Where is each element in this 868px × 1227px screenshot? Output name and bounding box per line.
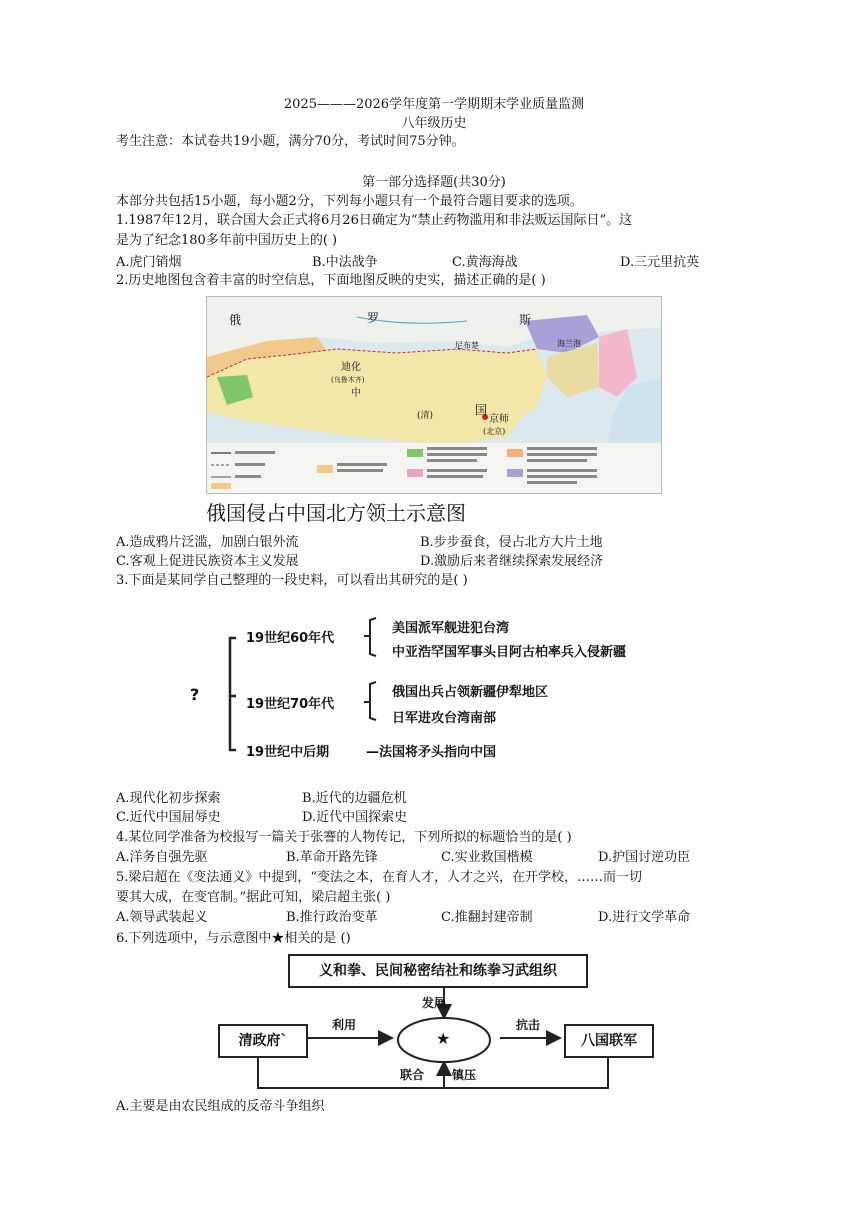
q3-diagram [180,606,700,766]
q2-option-a: A.造成鸦片泛滥，加剧白银外流 [116,535,299,550]
q3-item-60s-1: 美国派军舰进犯台湾 [392,621,510,636]
q1-option-c: C.黄海海战 [452,255,518,270]
q4-option-b: B.革命开路先锋 [286,850,378,865]
q5-stem-line2: 要其大成，在变官制。”据此可知，梁启超主张( ) [116,890,391,905]
map-label-hai: 海兰泡 [557,339,581,348]
q4-option-c: C.实业救国楷模 [441,850,533,865]
map-label-dihua-sub: (乌鲁木齐) [331,376,365,384]
q3-stem: 3.下面是某同学自己整理的一段史料，可以看出其研究的是( ) [116,573,468,588]
q5-option-a: A.领导武装起义 [116,910,208,925]
exam-notice: 考生注意：本试卷共19小题，满分70分，考试时间75分钟。 [116,134,465,149]
q4-stem: 4.某位同学准备为校报写一篇关于张謇的人物传记，下列所拟的标题恰当的是( ) [116,830,572,845]
q6-label-ally: 联合 [400,1068,425,1082]
q6-label-suppress: 镇压 [452,1068,477,1082]
part1-heading: 第一部分选择题(共30分) [362,175,506,190]
q6-option-a: A.主要是由农民组成的反帝斗争组织 [116,1099,325,1114]
q3-period-mid-late: 19世纪中后期 [246,745,330,760]
map-label-capital: 京师 [489,414,509,425]
q5-option-c: C.推翻封建帝制 [441,910,533,925]
q3-item-70s-1: 俄国出兵占领新疆伊犁地区 [392,685,549,700]
map-label-zhong: 中 [351,388,361,399]
q2-stem: 2.历史地图包含着丰富的时空信息，下面地图反映的史实，描述正确的是( ) [116,273,546,288]
exam-title: 2025———2026学年度第一学期期末学业质量监测 [283,97,585,112]
q3-period-70s: 19世纪70年代 [246,697,335,712]
q6-label-resist: 抗击 [516,1018,541,1032]
historical-map [206,296,662,494]
map-title: 俄国侵占中国北方领土示意图 [206,501,466,525]
q6-label-develop: 发展 [422,996,447,1010]
map-label-e: 俄 [229,313,242,327]
q2-option-c: C.客观上促进民族资本主义发展 [116,554,299,569]
exam-subtitle: 八年级历史 [401,116,467,131]
q6-label-use: 利用 [332,1018,357,1032]
q5-stem-line1: 5.梁启超在《变法通义》中提到，“变法之本，在育人才，人才之兴，在开学校，……而一切 [116,870,643,885]
q1-option-b: B.中法战争 [312,255,378,270]
q2-option-b: B.步步蚕食，侵占北方大片土地 [420,535,603,550]
q2-option-d: D.激励后来者继续探索发展经济 [420,554,604,569]
map-label-guo: 国 [475,403,488,417]
part1-intro: 本部分共包括15小题，每小题2分，下列每小题只有一个最符合题目要求的选项。 [116,194,583,209]
q1-option-a: A.虎门销烟 [116,255,182,270]
q3-item-60s-2: 中亚浩罕国军事头目阿古柏率兵入侵新疆 [392,645,627,660]
map-label-si: 斯 [519,313,532,327]
q1-option-d: D.三元里抗英 [620,255,700,270]
q1-stem-line1: 1.1987年12月，联合国大会正式将6月26日确定为“禁止药物滥用和非法贩运国际日”。这 [116,213,633,228]
map-label-beijing: (北京) [483,427,506,436]
q4-option-d: D.护国讨逆功臣 [598,850,691,865]
q6-diagram [214,950,654,1090]
map-graphic [207,297,661,493]
q1-stem-line2: 是为了纪念180多年前中国历史上的( ) [116,233,338,248]
q6-stem: 6.下列选项中，与示意图中★相关的是 () [116,931,351,946]
q3-period-60s: 19世纪60年代 [246,631,335,646]
q3-question-mark: ? [190,685,200,704]
q5-option-d: D.进行文学革命 [598,910,691,925]
map-label-nbc: 尼布楚 [455,341,479,350]
q5-option-b: B.推行政治变革 [286,910,378,925]
q6-center-star: ★ [436,1029,451,1048]
q3-item-70s-2: 日军进攻台湾南部 [392,711,497,726]
q3-item-mid-late: —法国将矛头指向中国 [366,745,497,760]
q6-left-box: 清政府` [218,1024,308,1058]
map-label-dihua: 迪化 [341,362,361,373]
map-label-luo: 罗 [367,311,380,325]
q6-top-box: 义和拳、民间秘密结社和练拳习武组织 [288,954,588,988]
q3-option-a: A.现代化初步探索 [116,791,221,806]
q6-right-box: 八国联军 [564,1024,654,1058]
map-label-qing: (清) [417,411,434,421]
q4-option-a: A.洋务自强先驱 [116,850,208,865]
q3-option-d: D.近代中国探索史 [302,810,408,825]
q3-option-c: C.近代中国屈辱史 [116,810,221,825]
q3-option-b: B.近代的边疆危机 [302,791,407,806]
